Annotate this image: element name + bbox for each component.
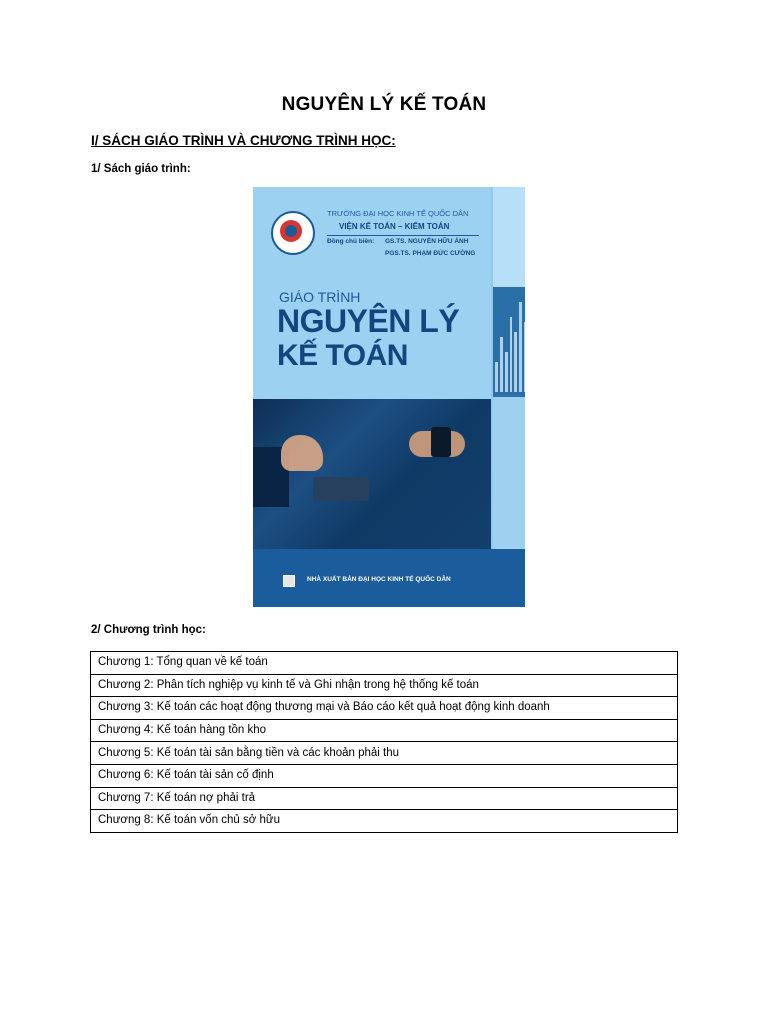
- cover-publisher: NHÀ XUẤT BẢN ĐẠI HỌC KINH TẾ QUỐC DÂN: [307, 576, 451, 583]
- chapter-cell: Chương 5: Kế toán tài sản bằng tiền và các khoản phải thu: [91, 742, 678, 765]
- chapter-cell: Chương 8: Kế toán vốn chủ sở hữu: [91, 810, 678, 833]
- cover-title-line-1: NGUYÊN LÝ: [277, 303, 460, 339]
- table-row: [91, 764, 678, 787]
- cover-series: GIÁO TRÌNH: [279, 289, 361, 305]
- table-row: [91, 742, 678, 765]
- cover-title-line-2: KẾ TOÁN: [277, 339, 408, 372]
- document-title: NGUYÊN LÝ KẾ TOÁN: [281, 94, 487, 115]
- curriculum-subheading: 2/ Chương trình học:: [91, 624, 206, 636]
- publisher-logo-icon: [283, 575, 295, 587]
- chapter-cell: Chương 4: Kế toán hàng tồn kho: [91, 719, 678, 742]
- chapter-cell: Chương 7: Kế toán nợ phải trả: [91, 787, 678, 810]
- chapter-cell: Chương 2: Phân tích nghiệp vụ kinh tế và Ghi nhận trong hệ thống kế toán: [91, 674, 678, 697]
- chapter-cell: Chương 3: Kế toán các hoạt động thương mại và Báo cáo kết quả hoạt động kinh doanh: [91, 697, 678, 720]
- textbook-subheading: 1/ Sách giáo trình:: [91, 163, 191, 175]
- table-row: [91, 719, 678, 742]
- book-cover-image: [253, 187, 525, 607]
- phone-icon: [431, 427, 451, 457]
- chapter-cell: Chương 6: Kế toán tài sản cố định: [91, 764, 678, 787]
- chapter-cell: Chương 1: Tổng quan về kế toán: [91, 652, 678, 675]
- table-row: [91, 674, 678, 697]
- chapter-table: [90, 651, 678, 833]
- cover-editor-2: PGS.TS. PHẠM ĐỨC CƯỜNG: [385, 250, 476, 257]
- cover-bar-graphic: [493, 287, 525, 392]
- cover-institute: VIỆN KẾ TOÁN – KIỂM TOÁN: [339, 222, 450, 231]
- cover-editor-1: GS.TS. NGUYỄN HỮU ÁNH: [385, 238, 469, 245]
- cover-divider: [327, 235, 479, 236]
- table-row: [91, 810, 678, 833]
- table-row: [91, 787, 678, 810]
- cover-editors-label: Đồng chủ biên:: [327, 238, 375, 245]
- section-heading: I/ SÁCH GIÁO TRÌNH VÀ CHƯƠNG TRÌNH HỌC:: [91, 133, 396, 148]
- table-row: [91, 652, 678, 675]
- cover-university: TRƯỜNG ĐẠI HỌC KINH TẾ QUỐC DÂN: [327, 209, 469, 218]
- table-row: [91, 697, 678, 720]
- university-logo-icon: [271, 211, 315, 255]
- calculator-icon: [313, 477, 369, 501]
- cover-side-strip: [493, 187, 525, 287]
